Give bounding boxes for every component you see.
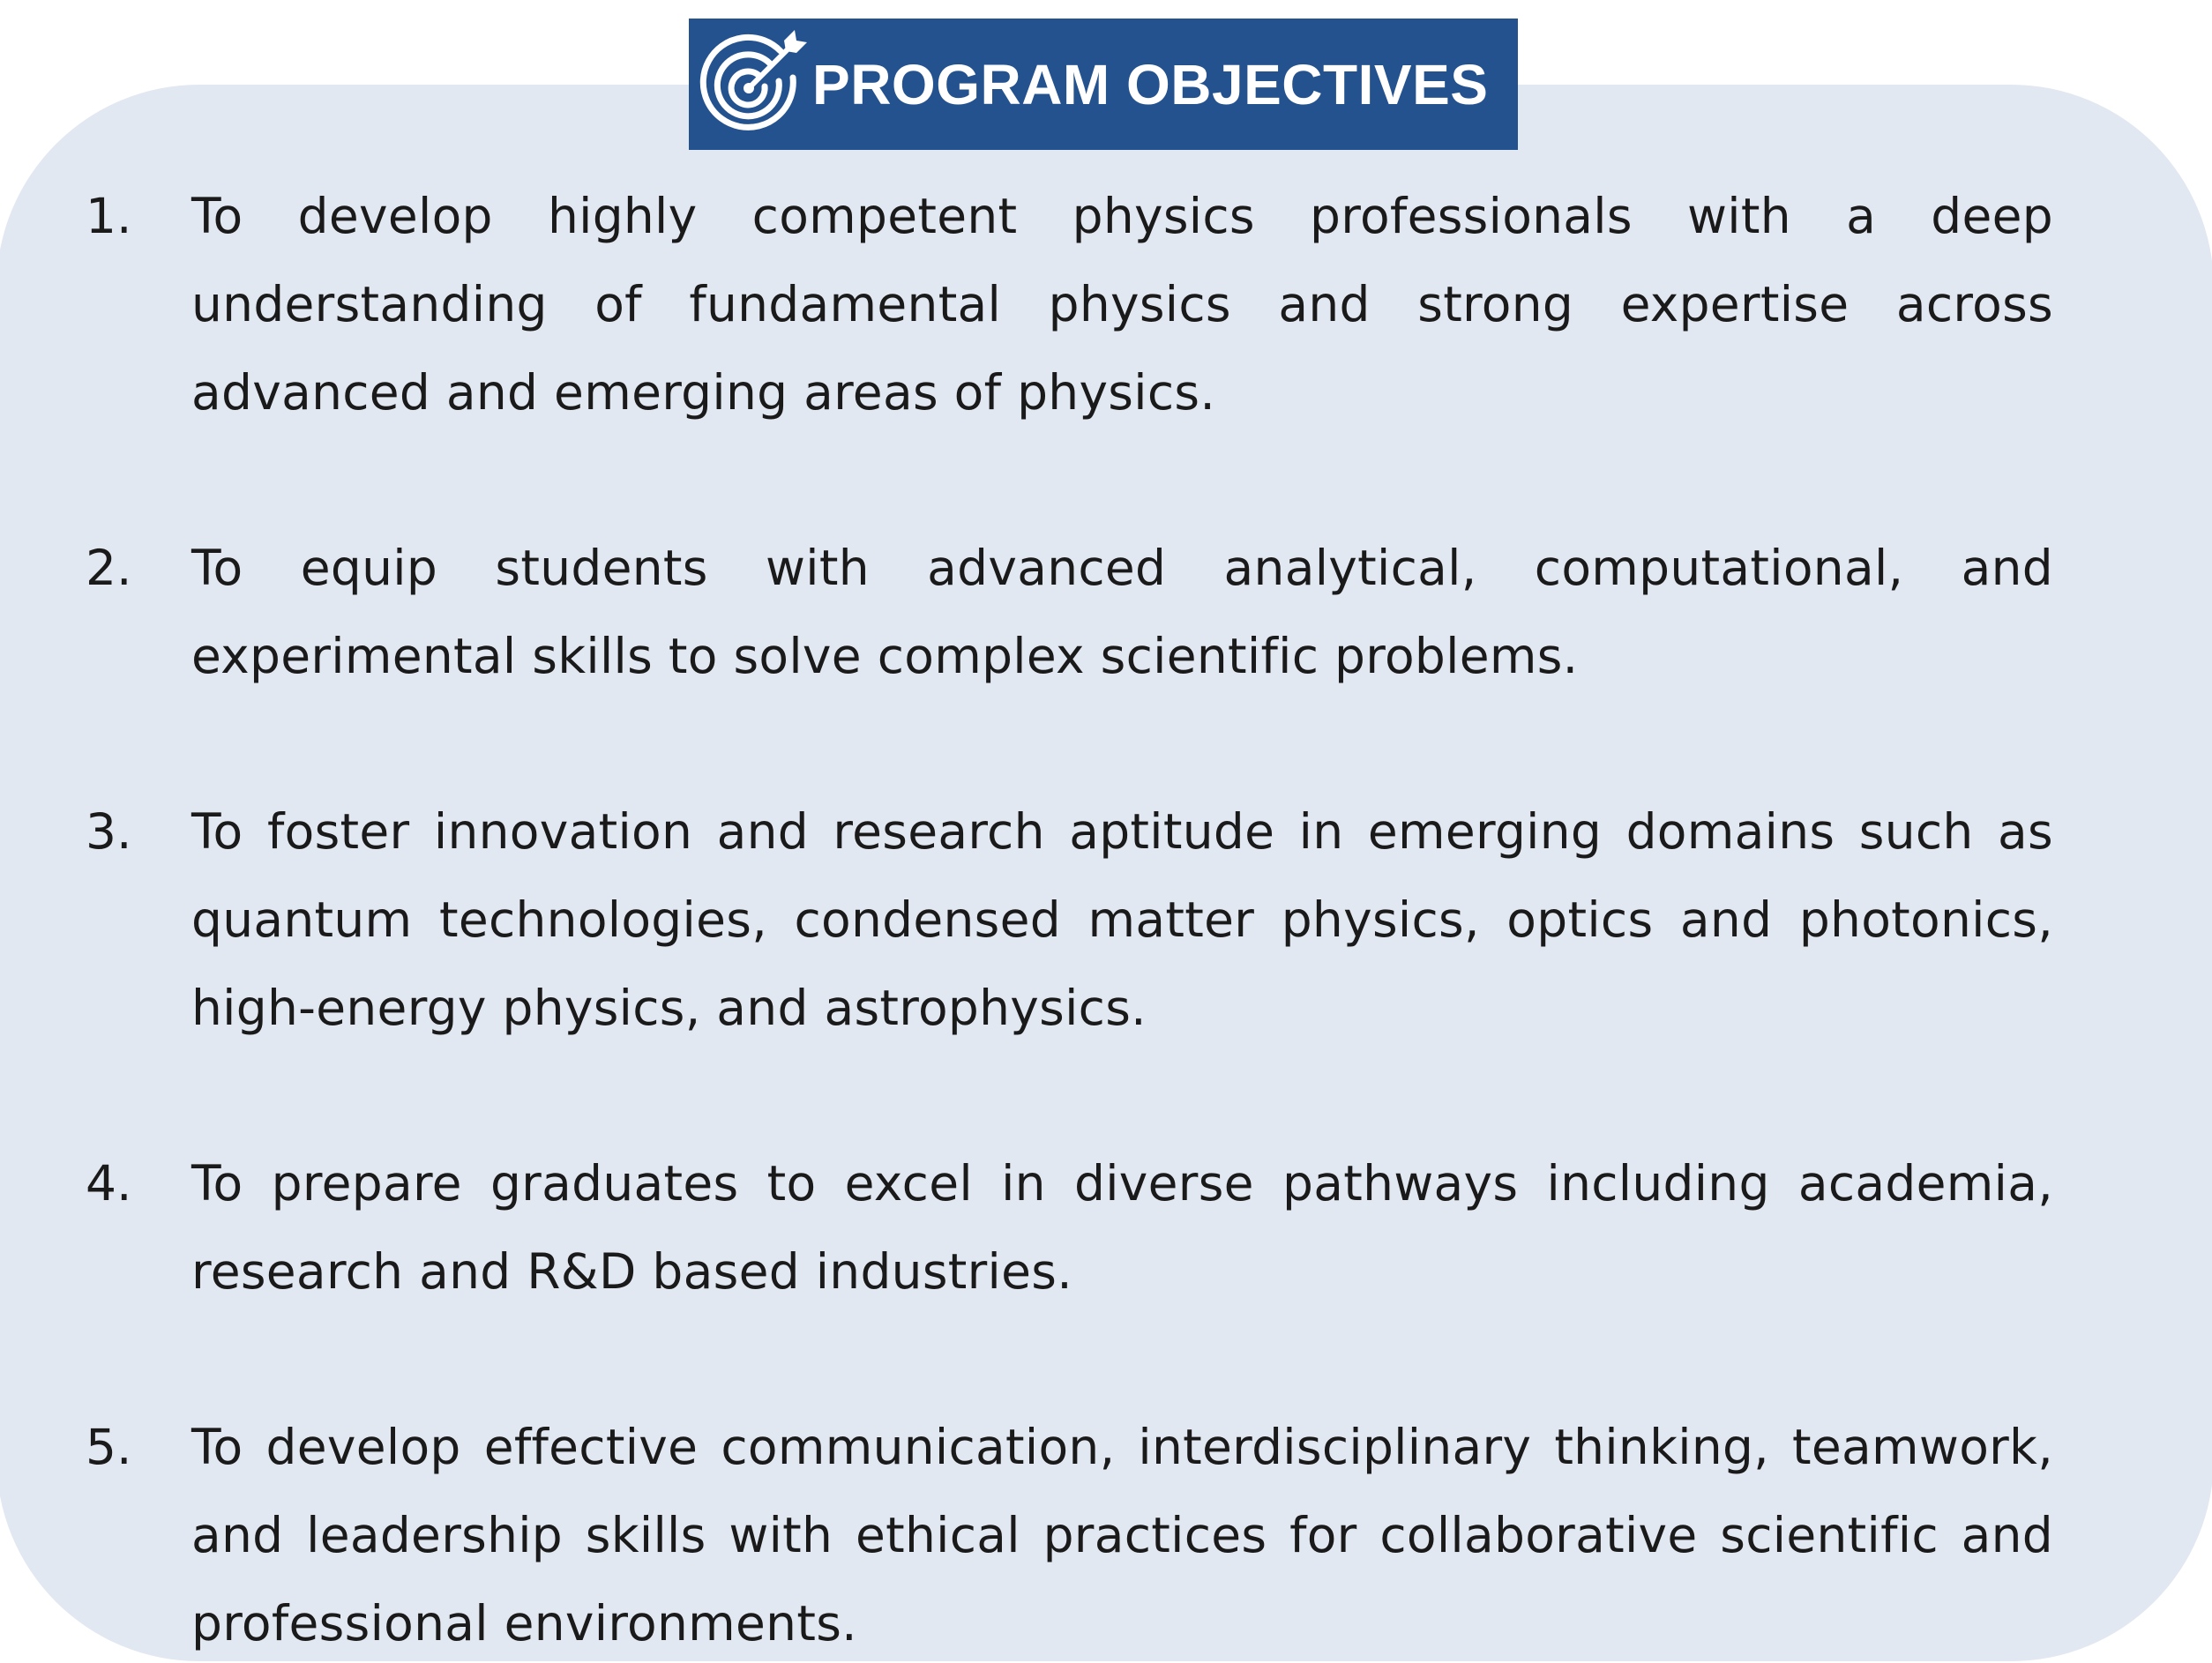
objective-text: To equip students with advanced analytical, computational, and experimental skills to solve complex scientific problems. bbox=[191, 540, 2053, 684]
objective-number: 2. bbox=[86, 540, 132, 596]
section-title: PROGRAM OBJECTIVES bbox=[812, 52, 1489, 116]
objective-text: To develop highly competent physics professionals with a deep understanding of fundamental physics and strong expertise across advanced and emerging areas of physics. bbox=[191, 188, 2053, 421]
objective-number: 3. bbox=[86, 803, 132, 860]
objective-number: 5. bbox=[86, 1419, 132, 1475]
objective-item bbox=[0, 1403, 2212, 1663]
section-header bbox=[689, 19, 1518, 150]
objective-text: To prepare graduates to excel in diverse pathways including academia, research and R&D based industries. bbox=[191, 1155, 2053, 1300]
objective-item bbox=[0, 787, 2212, 1052]
objective-number: 4. bbox=[86, 1155, 132, 1212]
objectives-list bbox=[0, 172, 2212, 1663]
objective-number: 1. bbox=[86, 188, 132, 244]
target-icon bbox=[696, 28, 809, 141]
objective-item bbox=[0, 172, 2212, 436]
objective-item bbox=[0, 524, 2212, 700]
objective-text: To foster innovation and research aptitude in emerging domains such as quantum technologies, condensed matter physics, optics and photonics, high-energy physics, and astrophysics. bbox=[191, 803, 2053, 1036]
objective-text: To develop effective communication, interdisciplinary thinking, teamwork, and leadership skills with ethical practices for collaborative scientific and professional environments. bbox=[191, 1419, 2053, 1652]
objective-item bbox=[0, 1139, 2212, 1316]
